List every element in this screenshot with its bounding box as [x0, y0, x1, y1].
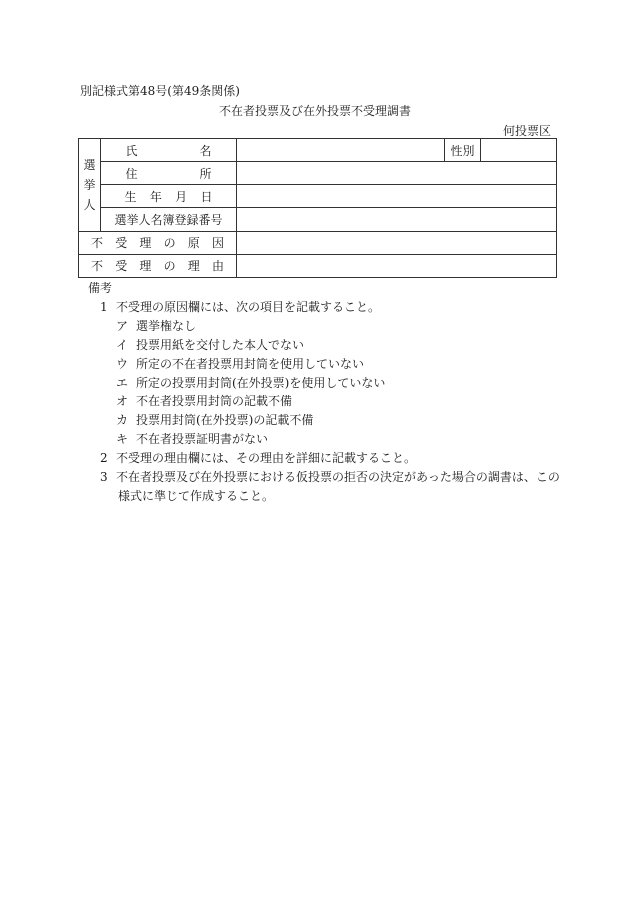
cause-item-u: [116, 357, 364, 371]
note-3-continuation: 様式に準じて作成すること。: [118, 489, 275, 503]
note-2: [100, 451, 416, 465]
note-text: 不受理の理由欄には、その理由を詳細に記載すること。: [116, 451, 417, 465]
voter-address-row: [79, 162, 557, 185]
registry-number-value-cell: [237, 208, 557, 231]
cause-value-cell: [237, 231, 557, 254]
voter-birthdate-row: [79, 185, 557, 208]
item-text: 不在者投票証明書がない: [136, 432, 269, 446]
note-number: 3: [100, 470, 108, 484]
note-number: 2: [100, 451, 108, 465]
birthdate-label: 生 年 月 日: [124, 189, 213, 204]
item-key: オ: [116, 394, 129, 408]
voter-group-cell: [79, 139, 101, 232]
item-key: カ: [116, 413, 129, 427]
item-key: キ: [116, 432, 129, 446]
cause-item-e: [116, 376, 385, 390]
name-label: 氏 名: [125, 143, 212, 158]
reason-row: [79, 254, 557, 277]
document-title: 不在者投票及び在外投票不受理調書: [218, 104, 411, 118]
address-label-cell: [101, 162, 237, 185]
cause-row: [79, 231, 557, 254]
item-text: 投票用封筒(在外投票)の記載不備: [136, 413, 314, 427]
address-label: 住 所: [125, 166, 212, 181]
item-text: 所定の投票用封筒(在外投票)を使用していない: [136, 376, 386, 390]
item-text: 投票用紙を交付した本人でない: [136, 338, 305, 352]
reason-label-cell: [79, 254, 237, 277]
item-text: 不在者投票用封筒の記載不備: [136, 394, 293, 408]
cause-item-a: [116, 319, 196, 333]
item-key: イ: [116, 338, 129, 352]
voter-name-row: [79, 139, 557, 162]
voter-group-char: 選: [83, 157, 96, 172]
sex-label: 性別: [445, 139, 481, 162]
form-number: 別記様式第48号(第49条関係): [80, 84, 240, 98]
non-acceptance-reason-label: 不 受 理 の 理 由: [91, 259, 224, 274]
birthdate-label-cell: [101, 185, 237, 208]
item-key: ウ: [116, 357, 129, 371]
voter-registry-row: [79, 208, 557, 231]
voter-group-char: 人: [83, 197, 96, 212]
item-key: ア: [116, 319, 129, 333]
cause-label-cell: [79, 231, 237, 254]
non-acceptance-form-table: [78, 138, 557, 278]
name-label-cell: [101, 139, 237, 162]
item-text: 選挙権なし: [136, 319, 197, 333]
cause-item-ka: [116, 413, 313, 427]
reason-value-cell: [237, 254, 557, 277]
item-text: 所定の不在者投票用封筒を使用していない: [136, 357, 365, 371]
item-key: エ: [116, 376, 129, 390]
sex-value-cell: [481, 139, 557, 162]
birthdate-value-cell: [237, 185, 557, 208]
address-value-cell: [237, 162, 557, 185]
registry-number-label: 選挙人名簿登録番号: [101, 208, 237, 231]
note-number: 1: [100, 300, 108, 314]
cause-item-o: [116, 394, 292, 408]
note-text: 不受理の原因欄には、次の項目を記載すること。: [116, 300, 381, 314]
polling-district: 何投票区: [502, 124, 551, 138]
non-acceptance-cause-label: 不 受 理 の 原 因: [91, 236, 224, 251]
note-text: 不在者投票及び在外投票における仮投票の拒否の決定があった場合の調書は、この: [116, 470, 560, 484]
voter-group-char: 挙: [83, 177, 96, 192]
note-3: [100, 470, 560, 484]
note-1: [100, 300, 380, 314]
cause-item-i: [116, 338, 304, 352]
name-value-cell: [237, 139, 445, 162]
cause-item-ki: [116, 432, 268, 446]
remarks-heading: 備考: [88, 281, 113, 295]
